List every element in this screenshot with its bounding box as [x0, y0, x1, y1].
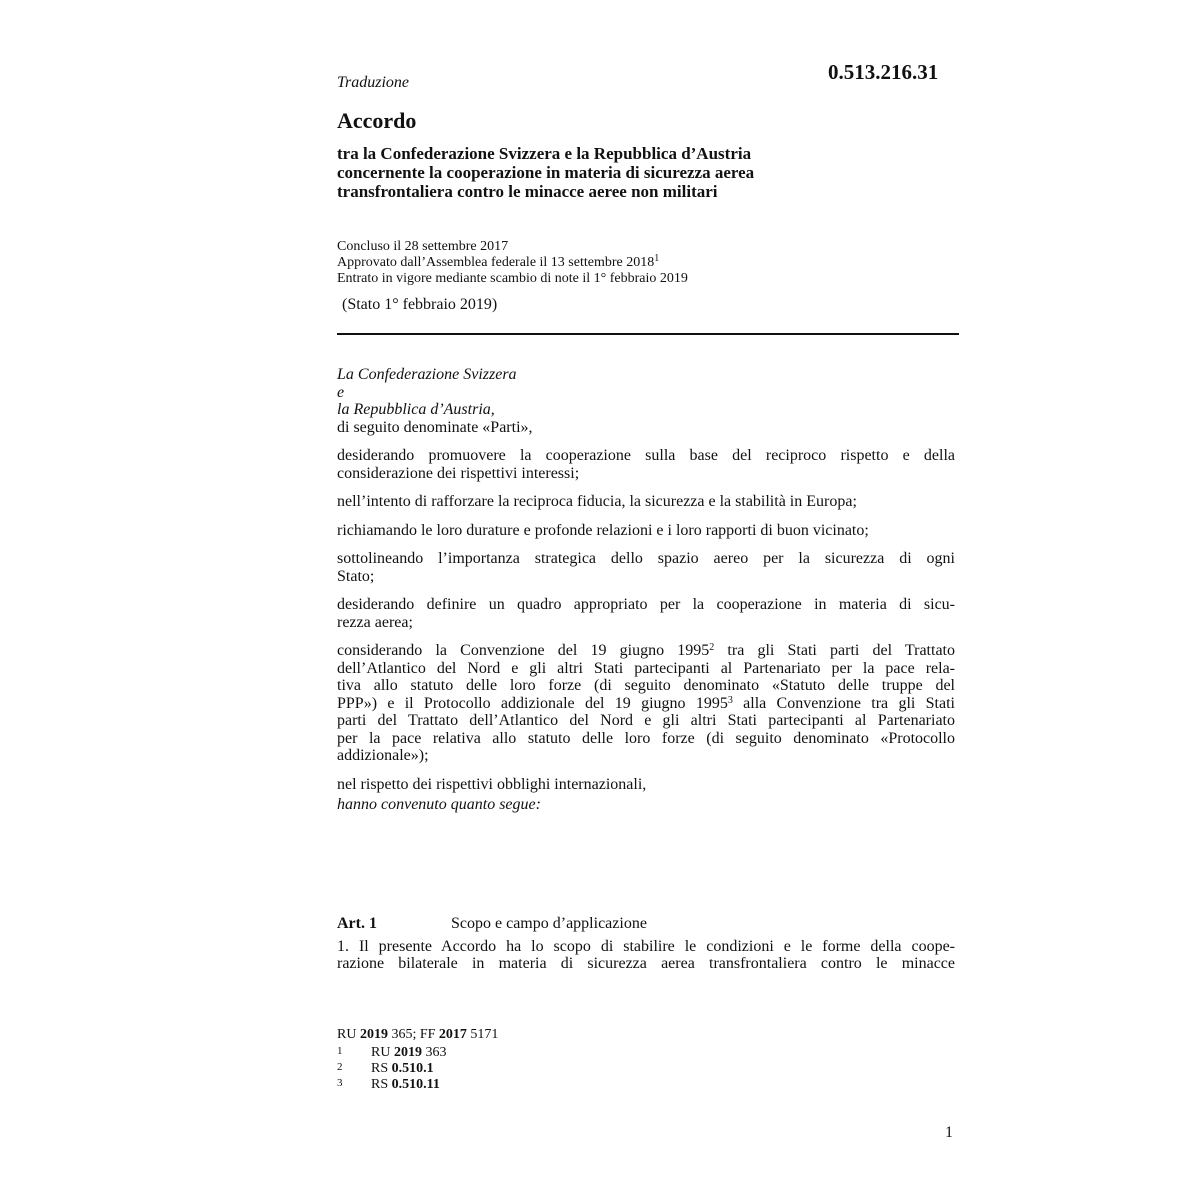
- recital-text: PPP») e il Protocollo addizionale del 19 giugno 1995: [337, 694, 728, 712]
- article-title: Scopo e campo d’applicazione: [451, 915, 647, 932]
- footnote-text: RU: [337, 1027, 360, 1042]
- footnote-number: 3: [337, 1077, 343, 1089]
- recital: [337, 447, 955, 482]
- footnote-number: 1: [337, 1045, 343, 1057]
- footnote-source: [337, 1027, 498, 1043]
- translation-label: Traduzione: [337, 74, 410, 91]
- parties-definition: di seguito denominate «Parti»,: [337, 418, 533, 436]
- preamble-closing: hanno convenuto quanto segue:: [337, 796, 541, 813]
- recital-line: sottolineando l’importanza strategica dello spazio aereo per la sicurezza di ogni: [337, 550, 955, 567]
- footnote-ref: 3: [727, 694, 733, 706]
- recital-line: [337, 642, 955, 660]
- recital-line: parti del Trattato dell’Atlantico del Nord e gli altri Stati partecipanti al Partenariato: [337, 712, 955, 729]
- subtitle-line: transfrontaliera contro le minacce aeree non militari: [337, 182, 718, 201]
- article-heading: [337, 915, 955, 933]
- recital-line: nell’intento di rafforzare la reciproca fiducia, la sicurezza e la stabilità in Europa;: [337, 493, 857, 510]
- status-date: (Stato 1° febbraio 2019): [342, 296, 498, 313]
- recital-line: considerazione dei rispettivi interessi;: [337, 464, 580, 482]
- footnote-text: [371, 1077, 440, 1093]
- footnote-text: [371, 1045, 446, 1061]
- recital-line: [337, 695, 955, 713]
- footnote-prefix: RU: [371, 1045, 394, 1060]
- recital: [337, 776, 955, 794]
- recital-line: dell’Atlantico del Nord e gli altri Stati partecipanti al Partenariato per la pace rela-: [337, 659, 955, 677]
- article-line: 1. Il presente Accordo ha lo scopo di stabilire le condizioni e le forme della coope-: [337, 937, 955, 955]
- approved-date: [337, 255, 688, 271]
- footnote-item: [337, 1077, 498, 1093]
- recital-line: per la pace relativa allo statuto delle loro forze (di seguito denominato «Protocollo: [337, 729, 955, 747]
- document-title: Accordo: [337, 108, 417, 133]
- footnote-text: 2017: [438, 1027, 467, 1042]
- footnote-number: 2: [337, 1061, 343, 1073]
- footnote-ref: 2: [709, 642, 715, 653]
- subtitle-line: tra la Confederazione Svizzera e la Repubblica d’Austria: [337, 144, 752, 163]
- parties-block: [337, 366, 955, 436]
- recital-line: tiva allo statuto delle loro forze (di seguito denominato «Statuto delle truppe del: [337, 677, 955, 694]
- recital-line: richiamando le loro durature e profonde relazioni e i loro rapporti di buon vicinato;: [337, 521, 869, 539]
- footnote-text: 2019: [359, 1027, 388, 1042]
- recital: [337, 642, 955, 765]
- document-dates: [337, 239, 688, 287]
- footnote-ref-number: 0.510.1: [391, 1061, 434, 1076]
- recital: [337, 596, 955, 631]
- party-austria: la Repubblica d’Austria,: [337, 401, 495, 418]
- recital-line: rezza aerea;: [337, 613, 413, 631]
- recital: [337, 522, 955, 540]
- document-code: 0.513.216.31: [828, 60, 939, 84]
- footnote-item: [337, 1045, 498, 1061]
- recital-text: tra gli Stati parti del Trattato: [714, 642, 955, 659]
- concluded-date: Concluso il 28 settembre 2017: [337, 239, 509, 254]
- footnote-item: [337, 1061, 498, 1077]
- footnotes: [337, 1027, 498, 1093]
- article-1: [337, 915, 955, 973]
- recital-line: desiderando definire un quadro appropriato per la cooperazione in materia di sicu-: [337, 596, 955, 613]
- party-switzerland: La Confederazione Svizzera: [337, 366, 517, 383]
- article-line: razione bilaterale in materia di sicurezza aerea transfrontaliera contro le minacce: [337, 955, 955, 972]
- recital-line: desiderando promuovere la cooperazione sulla base del reciproco rispetto e della: [337, 447, 955, 464]
- recital-line: addizionale»);: [337, 747, 429, 764]
- recital: [337, 550, 955, 585]
- recital-line: nel rispetto dei rispettivi obblighi internazionali,: [337, 775, 647, 793]
- footnote-ref-number: 2019: [393, 1045, 422, 1060]
- header-divider: [337, 333, 959, 335]
- footnote-ref-number: 0.510.11: [391, 1077, 440, 1092]
- article-number: Art. 1: [337, 915, 377, 932]
- footnote-suffix: 363: [421, 1045, 447, 1060]
- document-subtitle: [337, 144, 754, 201]
- footnote-text: 365; FF: [387, 1027, 439, 1042]
- footnote-text: [371, 1061, 434, 1077]
- footnote-text: 5171: [466, 1027, 499, 1042]
- footnote-prefix: RS: [371, 1077, 392, 1092]
- recital: [337, 493, 955, 511]
- party-conjunction: e: [337, 383, 345, 401]
- recital-text: considerando la Convenzione del 19 giugno 1995: [337, 642, 710, 659]
- page-number: 1: [945, 1124, 953, 1141]
- preamble: [337, 366, 955, 814]
- footnote-prefix: RS: [371, 1061, 392, 1076]
- recital-text: alla Convenzione tra gli Stati: [732, 694, 955, 712]
- footnote-ref: 1: [654, 253, 660, 264]
- approved-date-text: Approvato dall’Assemblea federale il 13 settembre 2018: [337, 255, 655, 270]
- recital-line: Stato;: [337, 567, 375, 585]
- subtitle-line: concernente la cooperazione in materia di sicurezza aerea: [337, 163, 755, 182]
- entry-into-force-date: Entrato in vigore mediante scambio di note il 1° febbraio 2019: [337, 271, 688, 286]
